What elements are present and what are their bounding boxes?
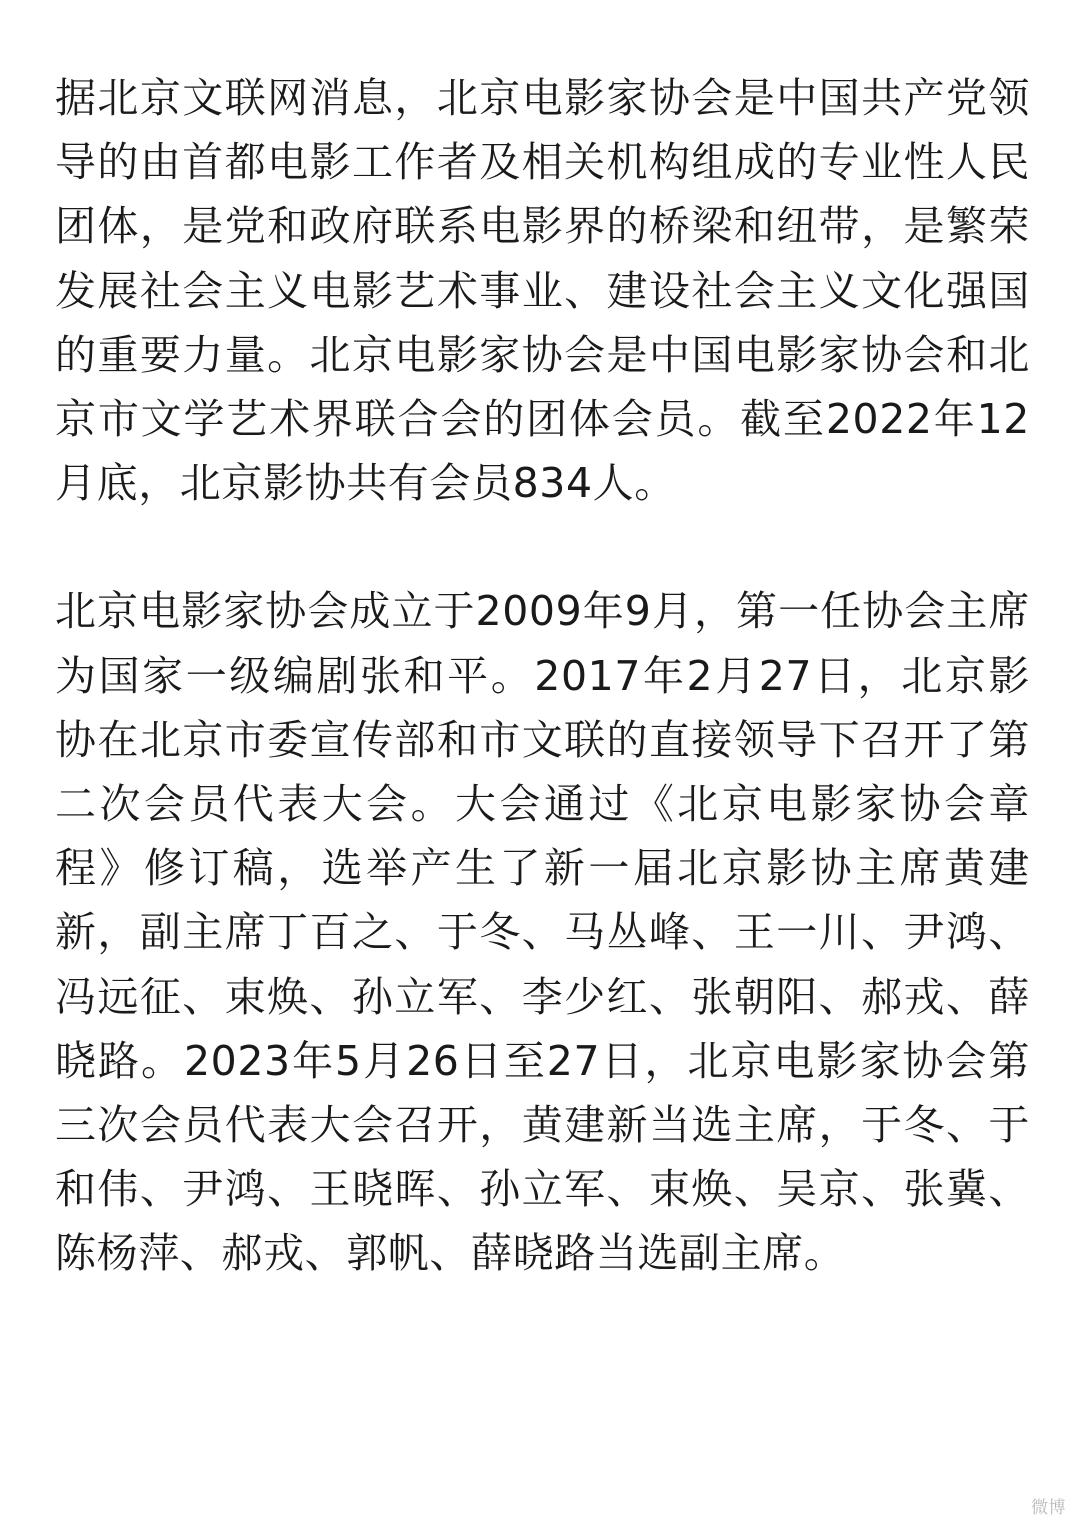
article-paragraph-1: 据北京文联网消息，北京电影家协会是中国共产党领导的由首都电影工作者及相关机构组成的专业性人民团体，是党和政府联系电影界的桥梁和纽带，是繁荣发展社会主义电影艺术事业、建设社会主义文化强国的重要力量。北京电影家协会是中国电影家协会和北京市文学艺术界联合会的团体会员。截至2022年12月底，北京影协共有会员834人。 (55, 74, 1030, 508)
article-paragraph-2: 北京电影家协会成立于2009年9月，第一任协会主席为国家一级编剧张和平。2017年2月27日，北京影协在北京市委宣传部和市文联的直接领导下召开了第二次会员代表大会。大会通过《北京电影家协会章程》修订稿，选举产生了新一届北京影协主席黄建新，副主席丁百之、于冬、马丛峰、王一川、尹鸿、冯远征、束焕、孙立军、李少红、张朝阳、郝戎、薛晓路。2023年5月26日至27日，北京电影家协会第三次会员代表大会召开，黄建新当选主席，于冬、于和伟、尹鸿、王晓晖、孙立军、束焕、吴京、张冀、陈杨萍、郝戎、郭帆、薛晓路当选副主席。 (55, 587, 1030, 1278)
article-body (55, 66, 1030, 1286)
watermark: 微博 (1031, 1498, 1066, 1518)
